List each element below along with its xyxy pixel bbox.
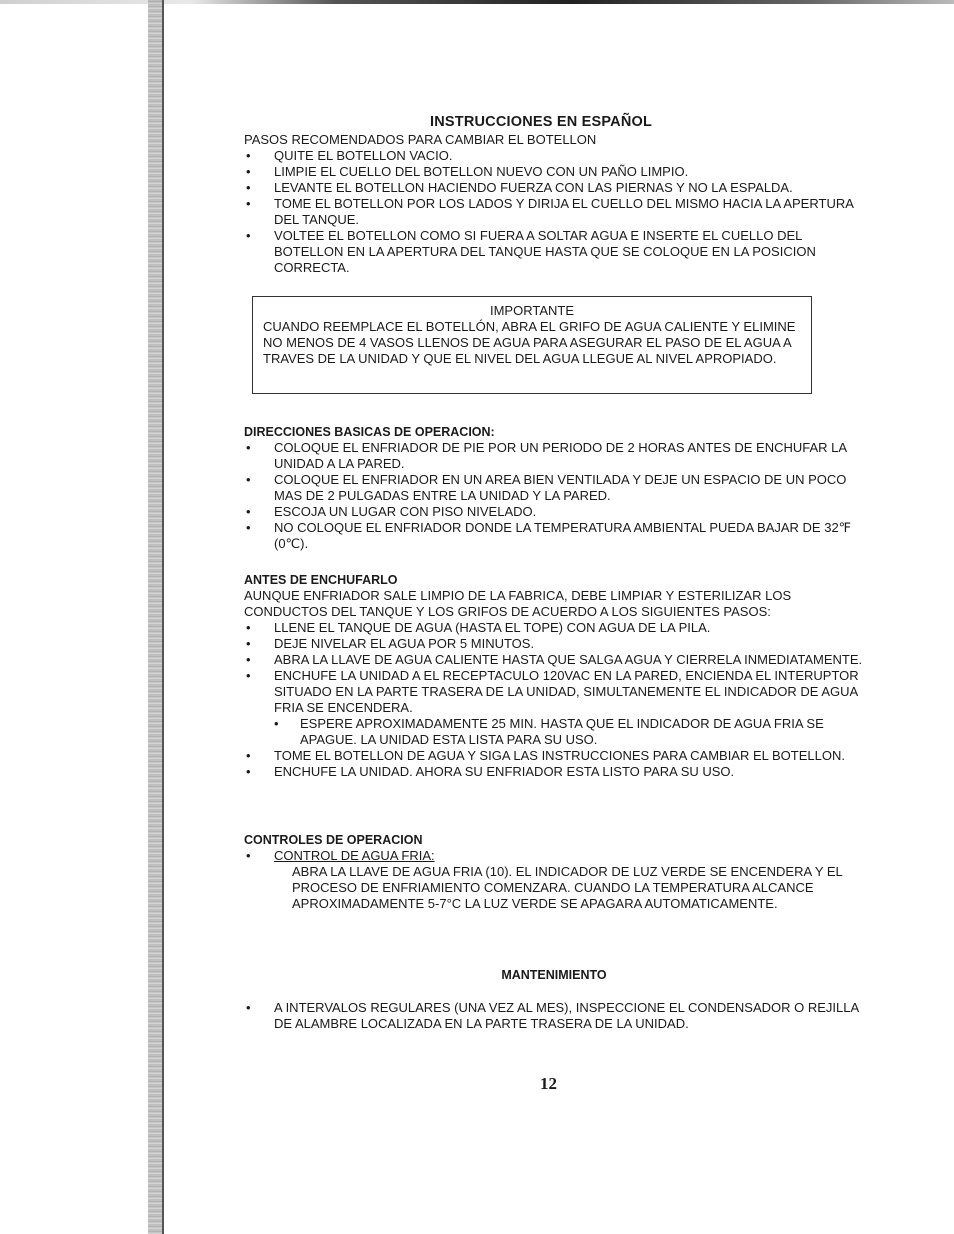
- list-item: • ENCHUFE LA UNIDAD. AHORA SU ENFRIADOR ESTA LISTO PARA SU USO.: [244, 764, 864, 780]
- before-plugging-list: [244, 620, 864, 780]
- list-item: • DEJE NIVELAR EL AGUA POR 5 MINUTOS.: [244, 636, 864, 652]
- maintenance-heading: MANTENIMIENTO: [501, 968, 607, 982]
- list-item: • VOLTEE EL BOTELLON COMO SI FUERA A SOLTAR AGUA E INSERTE EL CUELLO DEL BOTELLON EN LA APERTURA DEL TANQUE HASTA QUE SE COLOQUE EN LA POSICION CORRECTA.: [244, 228, 864, 276]
- list-item: • ESCOJA UN LUGAR CON PISO NIVELADO.: [244, 504, 864, 520]
- list-item: • LLENE EL TANQUE DE AGUA (HASTA EL TOPE) CON AGUA DE LA PILA.: [244, 620, 864, 636]
- list-item: • ENCHUFE LA UNIDAD A EL RECEPTACULO 120VAC EN LA PARED, ENCIENDA EL INTERUPTOR SITUADO EN LA PARTE TRASERA DE LA UNIDAD, SIMULTANEMENTE EL INDICADOR DE AGUA FRIA SE ENCENDERA.: [244, 668, 864, 716]
- control-label: CONTROL DE AGUA FRIA:: [274, 848, 435, 863]
- bottle-change-section: [244, 132, 864, 276]
- list-item: • LIMPIE EL CUELLO DEL BOTELLON NUEVO CON UN PAÑO LIMPIO.: [244, 164, 864, 180]
- list-item: • LEVANTE EL BOTELLON HACIENDO FUERZA CON LAS PIERNAS Y NO LA ESPALDA.: [244, 180, 864, 196]
- maintenance-list: [244, 1000, 864, 1032]
- controls-heading: CONTROLES DE OPERACION: [244, 833, 423, 847]
- list-item: • ABRA LA LLAVE DE AGUA CALIENTE HASTA QUE SALGA AGUA Y CIERRELA INMEDIATAMENTE.: [244, 652, 864, 668]
- binding-edge: [162, 0, 164, 1234]
- before-plugging-heading: ANTES DE ENCHUFARLO: [244, 573, 398, 587]
- basic-operation-list: [244, 440, 864, 552]
- page-number: 12: [540, 1074, 557, 1093]
- list-item: • A INTERVALOS REGULARES (UNA VEZ AL MES), INSPECCIONE EL CONDENSADOR O REJILLA DE ALAMBRE LOCALIZADA EN LA PARTE TRASERA DE LA UNIDAD.: [244, 1000, 864, 1032]
- list-item: • TOME EL BOTELLON DE AGUA Y SIGA LAS INSTRUCCIONES PARA CAMBIAR EL BOTELLON.: [244, 748, 864, 764]
- controls-list: [244, 848, 864, 864]
- important-title: IMPORTANTE: [489, 303, 575, 318]
- page-title: INSTRUCCIONES EN ESPAÑOL: [430, 114, 653, 130]
- before-plugging-section: [244, 572, 864, 780]
- top-rule: [0, 0, 954, 4]
- maintenance-section: [244, 1000, 864, 1032]
- control-description: ABRA LA LLAVE DE AGUA FRIA (10). EL INDICADOR DE LUZ VERDE SE ENCENDERA Y EL PROCESO DE ENFRIAMIENTO COMENZARA. CUANDO LA TEMPERATURA ALCANCE APROXIMADAMENTE 5-7°C LA LUZ VERDE SE APAGARA AUTOMATICAMENTE.: [292, 864, 843, 911]
- list-item: [244, 848, 864, 864]
- before-plugging-intro: AUNQUE ENFRIADOR SALE LIMPIO DE LA FABRICA, DEBE LIMPIAR Y ESTERILIZAR LOS CONDUCTOS DEL TANQUE Y LOS GRIFOS DE ACUERDO A LOS SIGUIENTES PASOS:: [244, 588, 792, 619]
- basic-operation-heading: DIRECCIONES BASICAS DE OPERACION:: [244, 425, 495, 439]
- bottle-change-list: [244, 148, 864, 276]
- important-text: CUANDO REEMPLACE EL BOTELLÓN, ABRA EL GRIFO DE AGUA CALIENTE Y ELIMINE NO MENOS DE 4 VASOS LLENOS DE AGUA PARA ASEGURAR EL PASO DE EL AGUA A TRAVES DE LA UNIDAD Y QUE EL NIVEL DEL AGUA LLEGUE AL NIVEL APROPIADO.: [263, 319, 796, 366]
- list-item: • NO COLOQUE EL ENFRIADOR DONDE LA TEMPERATURA AMBIENTAL PUEDA BAJAR DE 32℉ (0℃).: [244, 520, 864, 552]
- list-item: • COLOQUE EL ENFRIADOR EN UN AREA BIEN VENTILADA Y DEJE UN ESPACIO DE UN POCO MAS DE 2 PULGADAS ENTRE LA UNIDAD Y LA PARED.: [244, 472, 864, 504]
- list-item: • COLOQUE EL ENFRIADOR DE PIE POR UN PERIODO DE 2 HORAS ANTES DE ENCHUFAR LA UNIDAD A LA PARED.: [244, 440, 864, 472]
- list-item: • TOME EL BOTELLON POR LOS LADOS Y DIRIJA EL CUELLO DEL MISMO HACIA LA APERTURA DEL TANQUE.: [244, 196, 864, 228]
- list-item: • QUITE EL BOTELLON VACIO.: [244, 148, 864, 164]
- basic-operation-section: [244, 424, 864, 552]
- sub-list-item: • ESPERE APROXIMADAMENTE 25 MIN. HASTA QUE EL INDICADOR DE AGUA FRIA SE APAGUE. LA UNIDAD ESTA LISTA PARA SU USO.: [244, 716, 864, 748]
- important-notice-box: [252, 296, 812, 394]
- controls-section: [244, 832, 864, 912]
- bottle-change-intro: PASOS RECOMENDADOS PARA CAMBIAR EL BOTELLON: [244, 132, 597, 147]
